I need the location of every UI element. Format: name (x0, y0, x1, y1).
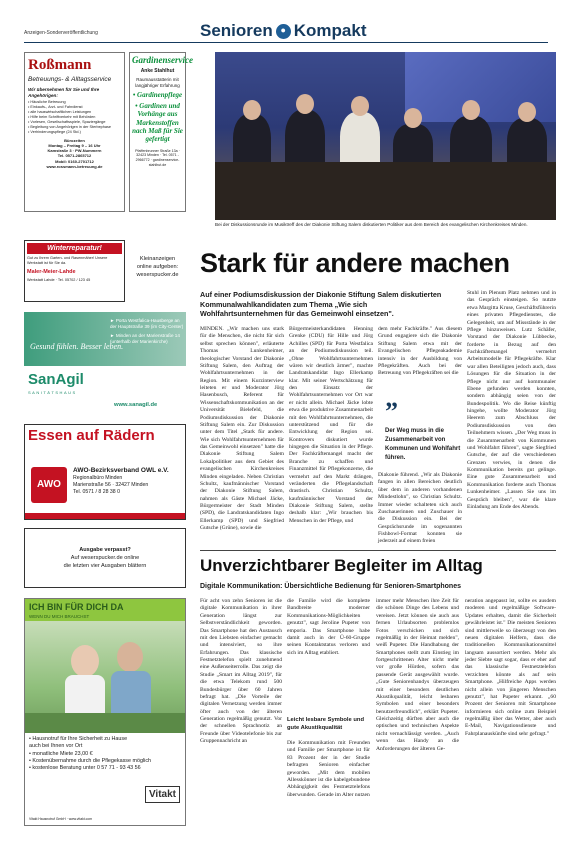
rossmann-hours: Montag – Freitag 9 – 16 Uhr (48, 142, 101, 148)
rossmann-tagline: Wir übernehmen für Sie und Ihre Angehörigen: (28, 87, 100, 99)
vitakt-header (25, 599, 185, 621)
ad-awo-essen-auf-raedern[interactable] (24, 424, 186, 520)
vitakt-photo (25, 621, 185, 733)
header-rule (24, 42, 548, 43)
rossmann-service-item: • alle hauswirtschaftlichen Leistungen (28, 109, 92, 114)
rossmann-hours-block (28, 138, 121, 170)
photo-person-head (296, 94, 314, 114)
photo-table (215, 162, 556, 220)
awo-region: Regionalbüro Minden (73, 475, 123, 482)
vitakt-logo: Vitakt (145, 786, 180, 803)
article2-headline: Unverzichtbarer Begleiter im Alltag (200, 556, 483, 575)
sanagil-locations (110, 318, 184, 348)
article2-lead: Digitale Kommunikation: Übersichtliche Bedienung für Senioren-Smartphones (200, 583, 461, 590)
masthead-left: Senioren (200, 21, 273, 40)
rossmann-name: Roßmann (28, 57, 92, 73)
photo-person-head (243, 100, 261, 120)
kleinanzeigen-line: Kleinanzeigen (139, 256, 176, 262)
kleinanzeigen-link[interactable]: weserspucker.de (136, 271, 179, 278)
awo-phone: Tel. 0571 / 8 28 38 0 (73, 488, 121, 495)
rossmann-service-item: • Begleitung von Angehörigen in der Sterbephase (28, 124, 112, 129)
gardinen-address: Pfaffenbrunner Straße 13a · 32423 Minden · Tel. 0571 - 2966772 · gardinenservice-stahlhut.de (135, 148, 180, 167)
vitakt-list-item: • Kostenübernahme durch die Pflegekasse möglich (29, 757, 152, 764)
masthead (200, 20, 366, 42)
vitakt-photo-icon (25, 621, 186, 733)
article1-column: Bürgermeisterkandidaten Henning Grenke (CDU) für Hille und Jörg Achilles (SPD) für Porta Westfalica an der Podiumsdiskussion teil. „Ohne Wohlfahrtsunternehmen wären wir deutlich ärmer", machte Landratskandidat Ingo Ellerkamp klar. Mit seiner Wertschätzung für den Einsatz der Wohlfahrtsunternehmen vor Ort war er nicht allein. Michael Jäcke lobte etwa die produktive Zusammenarbeit mit den Wohlfahrtsunternehmen, die unterstützend und für die Entwicklung der Region sei. Kontrovers diskutiert wurde hingegen die Situation in der Pflege. Der Fachkräftemangel macht der Branche zu schaffen und Finanzmittel für Pflegekonzerne, die vermehrt auf den Markt drängen, veränderten die Pflegelandschaft drastisch. Christian Schultz, kaufmännischer Vorstand der Diakonie Stiftung Salem, stellte deshalb klar: „Wir brauchen bis Menschen in der Pflege, und (289, 326, 373, 524)
quote-mark-icon: ” (385, 397, 398, 426)
sanagil-logo: SanAgil (28, 371, 84, 388)
winter-contact: Werkstatt Lahde · Tel. 05702 / 123 45 (27, 278, 91, 283)
article1-column: Stuhl im Plenum Platz nehmen und in das Gespräch einsteigen. So nutzte etwa Margitta Kruse, Geschäftsführerin eines privaten Pflegedienstes, die Gelegenheit, um auf Missstände in der Pflege hinzuweisen. Lutz Schäfer, Vorstand der Diakonie Lübbecke, forderte in Bezug auf den Fachkräftemangel vermehrt Arbeitsmodelle für Pflegekräfte. Klar war allen Beteiligten jedoch auch, dass Lösungen für die Situation in der Pflege nicht nur auf kommunaler Ebene gefunden werden konnten, sondern abhängig seien von der Bundespolitik. Wo die Reise künftig hingehe, wollte Moderator Jörg Heerem zum Abschluss der Podiumsdiskussion von den Teilnehmern wissen. „Der Weg muss in die Zusammenarbeit von Kommunen und Wohlfahrt führen", sagte Siegfried Gutsche, der auf die verschiedenen Grenzen verwies, in denen die Kommunikation bereits gut gelinge. Eine gute Zusammenarbeit und Kommunikation forderte auch Thomas Lunkenheimer. „Lassen Sie uns im Gespräch bleiben", war die klare Einladung am Ende des Abends. (467, 290, 556, 510)
rossmann-mobile: Mobil: 0160-2701712 (55, 158, 94, 164)
masthead-logo-icon: ● (276, 24, 291, 39)
rossmann-web[interactable]: www.rossmann-betreuung.de (46, 163, 103, 169)
winter-firm: Maler-Meier-Lahde (27, 269, 76, 276)
photo-caption: Bei der Diskussionsrunde im Musiktreff des der Diakonie Stiftung Salem diskutierten Politiker aus dem Bereich des evangelischen Kirchenkreises Minden. (215, 222, 528, 227)
ad-gardinenservice[interactable] (129, 52, 193, 212)
article2-column: Die Kommunikation mit Freunden und Familie per Smartphone ist für 83 Prozent der in der Studie befragten Senioren einfacher geworden. „Mit dem mobilen Allesskönner ist die kabelgebundene Abhängigkeit des Festnetztelefons überwunden. Gerade im Alter nutzen (287, 740, 370, 798)
article1-headline: Stark für andere machen (200, 248, 510, 278)
vitakt-list-item: auch bei Ihnen vor Ort (29, 743, 83, 750)
vitakt-footer: Vitakt Hausnotruf GmbH · www.vitakt.com (29, 816, 93, 821)
article1-column: dem mehr Fachkräfte." Aus diesem Grund engagiere sich die Diakonie Stiftung Salem etwa mit der Evangelischen Pflegeakademie intensiv in der Ausbildung von Pflegekräften. Auch bei der Betreuung von Pflegekräften sei die (378, 326, 462, 377)
rossmann-service-item: • Hilfe beim Schriftverkehr mit Behörden (28, 114, 96, 119)
sanagil-location: ► Minden an der Marienstraße 14 (unterhalb der Marienkirche) (110, 333, 180, 345)
gardinen-owner: Anke Stahlhut (140, 67, 175, 74)
awo-org: AWO-Bezirksverband OWL e.V. (73, 467, 169, 474)
sanagil-location: ► Porta Westfalica-Hausberge an der Hauptstraße 39 (im City-Center) (110, 318, 184, 330)
awo-street: Marienstraße 56 · 32427 Minden (73, 482, 149, 489)
vitakt-list-item: • monatliche Miete 23,00 € (29, 750, 93, 757)
article2-column: neration angepasst ist, sollte es ausdem moderen und regelmäßige Software-Updates erhalten, damit die Sicherheit gewährleistet ist." Die meisten Senioren sind mittlerweile so überzeugt von den neuen digitalen Helfern, dass die traditionellen Kommunikationsmittel langsam aussortiert werden. Mehr als jeder Siebte sagt sogar, dass er eher auf das klassische Festnetztelefon verzichten könnte als auf sein Smartphone. „Hilfreiche Apps werden nicht allein von jüngeren Menschen genutzt", hat Pupeter erkannt. „60 Prozent der Senioren mit Smartphone informieren sich online zum Beispiel regelmäßig über das Wetter, aber auch E-Mail, Navigationsdienste und Fahrplanauskünfte sind sehr gefragt." (465, 598, 556, 737)
article2-column: die Familie wird die komplette Bandbreite moderner Kommunikations-Möglichkeiten genutzt", sagt Jeroline Pupeter von emporia. Das Smartphone habe damit auch in der Ü-60-Gruppe seinen Kontaktstatus verloren und sich im Alltag etabliert. (287, 598, 370, 656)
rossmann-service-item: • Häusliche Betreuung (28, 99, 66, 104)
ad-sanagil[interactable] (24, 312, 186, 416)
masthead-right: Kompakt (293, 21, 367, 40)
sanagil-slogan: Gesund fühlen. Besser leben. (30, 342, 124, 351)
ad-kleinanzeigen[interactable] (129, 256, 186, 279)
article2-subhead: Leicht lesbare Symbole und gute Akustikqualität (287, 717, 364, 732)
gardinen-title: Gardinenservice (132, 55, 193, 65)
sanagil-logo-sub: SANITÄTSHAUS (28, 389, 77, 395)
section-label: Anzeigen-Sonderveröffentlichung (24, 30, 98, 36)
gardinen-description: Raumausstatterin mit langjähriger Erfahrung (135, 77, 180, 89)
article1-lead: Auf einer Podiumsdiskussion der Diakonie Stiftung Salem diskutierten Kommunalwahlkandidaten zum Thema „Wie sich Wohlfahrtsunternehmen für das Gemeinwohl einsetzen". (200, 290, 442, 319)
rossmann-address: Kamstraße 3 · PW-Nummern (47, 148, 102, 154)
gardinen-item: • Gardinen und Vorhänge aus Markenstoffen nach Maß für Sie gefertigt (132, 101, 183, 144)
sanagil-web[interactable]: www.sanagil.de (114, 402, 158, 408)
kleinanzeigen-line: online aufgeben: (136, 263, 179, 270)
rossmann-service-item: • Verhinderungspflege (24 Std.) (28, 129, 81, 134)
awo-footer-bar (25, 513, 185, 519)
photo-person-head (462, 100, 480, 120)
awo-contact (73, 467, 169, 496)
pullquote-text: Der Weg muss in die Zusammenarbeit von Kommunen und Wohlfahrt führen. (385, 427, 461, 461)
article1-pullquote (385, 397, 461, 463)
ad-vitakt-hausnotruf[interactable] (24, 598, 186, 826)
winter-text: Gut zu Ihrem Garten- und Rasenmäher! Unsere Werkstatt ist für Sie da. (27, 256, 108, 266)
rossmann-services (28, 87, 121, 134)
awo-logo: AWO (31, 467, 67, 503)
ad-rossmann[interactable] (24, 52, 125, 212)
rossmann-service-item: • Vorlesen, Gesellschaftsspiele, Spaziergänge (28, 119, 106, 124)
awo-title: Essen auf Rädern (28, 427, 155, 444)
vitakt-list (25, 733, 185, 775)
vitakt-list-item: • Hausnotruf für Ihre Sicherheit zu Hause (29, 736, 128, 742)
rossmann-hours-label: Bürozeiten (64, 137, 85, 143)
article2-column: Für acht von zehn Senioren ist die digitale Kommunikation in ihrer Generation längst zur Selbstverständlichkeit geworden. Das Smartphone hat den Austausch mit den Liebsten einfacher gemacht und intensiviert, so ihre Erfahrungen. Das klassische Festnetztelefon spielt zunehmend eine Außenseiterrolle. Das zeigt die Studie „Smart im Alltag 2019", für die etwa Telekom rund 500 Bundesbürger über 60 Jahren befragt hat. „Die Vorteile der digitalen Vernetzung werden immer öfter auch von der älteren Generation regelmäßig genutzt. Vor der schnellen Sprachnotiz an Freunde über Videotelefonie bis zur Gruppennachricht an (200, 598, 282, 745)
article-separator (200, 550, 556, 551)
rossmann-phone: Tel. 0571-2865712 (57, 153, 92, 159)
article-photo (215, 52, 556, 220)
rossmann-subtitle: Betreuungs- & Alltagsservice (28, 75, 112, 83)
gardinen-item: • Gardinenpflege (132, 91, 183, 100)
ausgabe-line: Auf weserspucker.de online (70, 554, 140, 561)
rossmann-service-item: • Einkaufs-, Arzt- und Fahrdienst (28, 104, 83, 109)
ausgabe-line: die letzten vier Ausgaben blättern (63, 563, 147, 570)
photo-person-head (404, 108, 422, 128)
ausgabe-line: Ausgabe verpasst? (79, 546, 131, 553)
article2-column: immer mehr Menschen ihre Zeit für die schönen Dinge des Lebens und vereisen. Jetzt können sie auch aus fernen Urlaubsorten problemlos Fotos verschicken und sich regelmäßig in der Heimat melden", weiß Pupeter. Die Handhabung der Smartphones stellt zum Einstieg im fortgeschrittenen Alter nicht mehr vor große Hürden, sofern das passende Gerät ausgewählt wurde. „Gute Seniorenhandys überzeugen mit einer besonders deutlichen Akustikqualität, leicht lesbaren Symbolen und einer besonders benutzerfreundlich", erklärt Pupeter. Gleichzeitig dürften aber auch die optischen und technischen Aspekte nicht vernachlässigt werden. „Auch wenn das Handy an die Anforderungen der älteren Ge- (376, 598, 459, 752)
vitakt-subline: WENN DU MICH BRAUCHST (29, 613, 90, 619)
photo-person-head (351, 96, 369, 116)
article1-column: MINDEN. „Wir machen uns stark für die Menschen, die nicht für sich selbst sprechen können", erläuterte Thomas Lunkenheimer, theologischer Vorstand der Diakonie Stiftung Salem, den Auftrag der Wohlfahrtsunternehmen in der Region. Mit einem Kurzinterview leiteten er und Moderator Jörg Hasenbusch, Referent für Wissenschaftskommunikation an der Universität Bielefeld, die Podiumsdiskussion der Diakonie Stiftung Salem ein. Zur Diskussion unter dem Titel „Stark für andere. Wie sich Wohlfahrtsunternehmen für das Gemeinwohl einsetzen" hatte die Diakonie Stiftung Salem Lokalpolitiker aus dem Gebiet des evangelischen Kirchenkreises Minden eingeladen. Neben Christian Schultz, kaufmännischer Vorstand der Diakonie Stiftung Salem, nahmen als Gäste Michael Jäcke, Bürgermeister der Stadt Minden (SPD), die Landratskandidaten Ingo Ellerkamp (SPD) und Siegfried Gutsche (Grüne), sowie die (200, 326, 284, 532)
article1-column: Diakonie führend. „Wir als Diakonie fangen in allen Bereichen deutlich über dem in anderen vorhandenen Mindestlohn", so Christian Schultz. Immer wieder schalteten sich auch Zuschauerinnen und Zuschauer in die Diskussion ein. Bei der Gesprächsrunde im sogenannten Fishbowl-Format konnten sie jederzeit auf einem freien (378, 472, 462, 545)
vitakt-list-item: • kostenlose Beratung unter 0 57 71 - 93 43 56 (29, 765, 141, 772)
vitakt-headline: ICH BIN FÜR DICH DA (29, 602, 124, 612)
photo-person-head (518, 102, 536, 122)
ad-winterreparatur[interactable] (24, 240, 125, 302)
ad-ausgabe-verpasst[interactable] (24, 528, 186, 588)
winter-title: Winterreparatur! (27, 243, 122, 254)
